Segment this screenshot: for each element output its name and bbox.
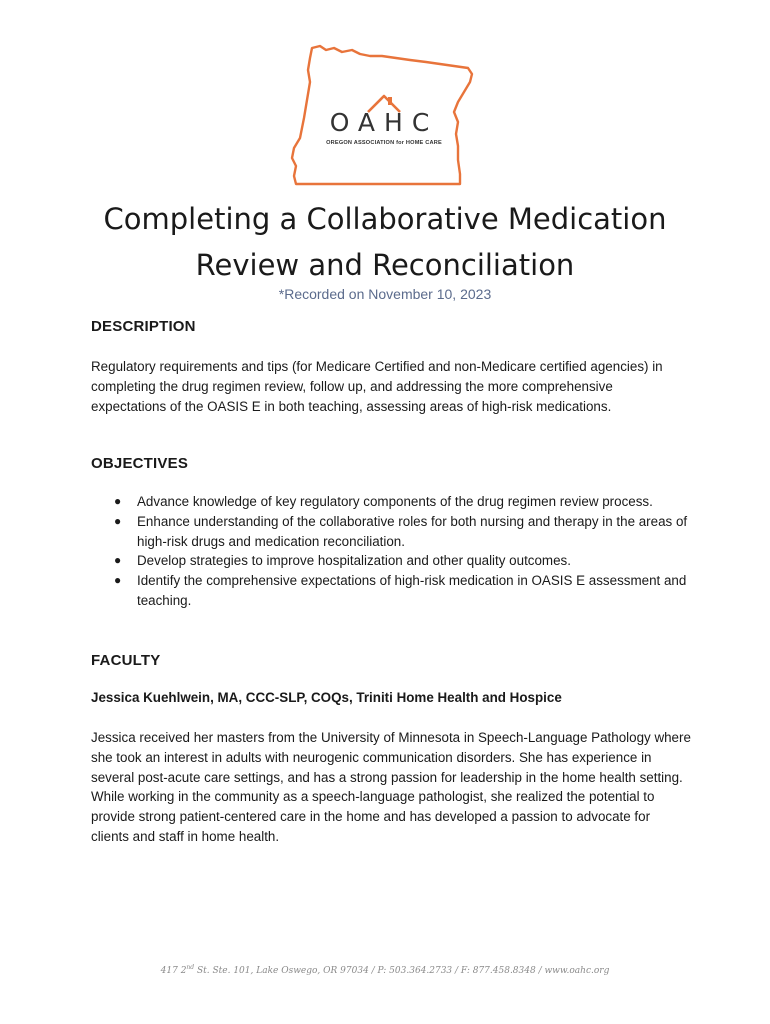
footer-address-rest: St. Ste. 101, Lake Oswego, OR 97034 / P: 503.364.2733 / F: 877.458.8348 / www.oahc.org (194, 966, 610, 976)
objectives-list (91, 492, 691, 611)
page-title: Completing a Collaborative Medication Review and Reconciliation (103, 202, 667, 282)
footer-address-start: 417 2 (160, 966, 187, 976)
list-item (91, 571, 691, 611)
footer-address (0, 964, 770, 976)
oahc-logo (288, 42, 480, 190)
footer-address-sup: nd (186, 964, 195, 971)
logo-org-name: OREGON ASSOCIATION for HOME CARE (326, 140, 442, 146)
bullet-icon: ● (114, 494, 122, 508)
description-heading: DESCRIPTION (91, 318, 196, 335)
objective-text: Advance knowledge of key regulatory components of the drug regimen review process. (137, 494, 653, 509)
list-item (91, 551, 691, 571)
bullet-icon: ● (114, 513, 122, 528)
logo-letters: OAHC (329, 108, 439, 137)
faculty-name: Jessica Kuehlwein, MA, CCC-SLP, COQs, Triniti Home Health and Hospice (91, 690, 562, 705)
list-item (91, 512, 691, 552)
recorded-date: *Recorded on November 10, 2023 (278, 286, 492, 302)
objective-text: Enhance understanding of the collaborative roles for both nursing and therapy in the areas of high-risk drugs and medication reconciliation. (137, 513, 688, 549)
objectives-heading: OBJECTIVES (91, 455, 189, 472)
list-item (91, 492, 691, 512)
faculty-bio: Jessica received her masters from the University of Minnesota in Speech-Language Pathology where she took an interest in adults with neurogenic communication disorders. She has experience in several post-acute care settings, and has a strong passion for leadership in the home health setting. While working in the community as a speech-language pathologist, she realized the potential to provide strong patient-centered care in the home and has developed a passion to advocate for clients and staff in home health. (91, 730, 691, 844)
objective-text: Develop strategies to improve hospitalization and other quality outcomes. (137, 553, 571, 569)
description-text: Regulatory requirements and tips (for Medicare Certified and non-Medicare certified agencies) in completing the drug regimen review, follow up, and addressing the more comprehensive expectations of the OASIS E in both teaching, assessing areas of high-risk medications. (91, 359, 663, 414)
bullet-icon: ● (114, 553, 122, 568)
faculty-heading: FACULTY (91, 652, 161, 669)
objective-text: Identify the comprehensive expectations of high-risk medication in OASIS E assessment and teaching. (137, 573, 687, 608)
bullet-icon: ● (114, 573, 122, 588)
